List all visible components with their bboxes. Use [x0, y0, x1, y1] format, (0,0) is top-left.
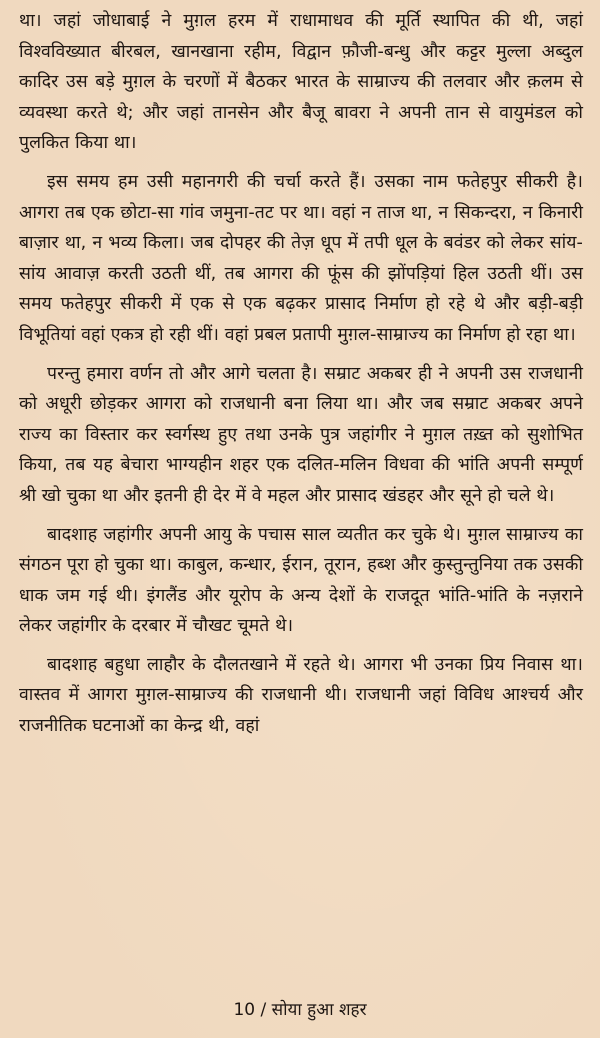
- paragraph-lahore-agra: बादशाह बहुधा लाहौर के दौलतखाने में रहते थे। आगरा भी उनका प्रिय निवास था। वास्तव में आगरा मुग़ल-साम्राज्य की राजधानी थी। राजधानी जहां विविध आश्चर्य और राजनीतिक घटनाओं का केन्द्र थी, वहां: [19, 654, 583, 737]
- paragraph-continuation: था। जहां जोधाबाई ने मुग़ल हरम में राधामाधव की मूर्ति स्थापित की थी, जहां विश्वविख्यात बीरबल, खानखाना रहीम, विद्वान फ़ौजी-बन्धु और कट्टर मुल्ला अब्दुल कादिर उस बड़े मुग़ल के चरणों में बैठकर भारत के साम्राज्य की तलवार और क़लम से व्यवस्था करते थे; और जहां तानसेन और बैजू बावरा ने अपनी तान से वायुमंडल को पुलकित किया था।: [19, 11, 583, 154]
- paragraph-akbar-capital: परन्तु हमारा वर्णन तो और आगे चलता है। सम्राट अकबर ही ने अपनी उस राजधानी को अधूरी छोड़कर आगरा को राजधानी बना लिया था। और जब सम्राट अकबर अपने राज्य का विस्तार कर स्वर्गस्थ हुए तथा उनके पुत्र जहांगीर ने मुग़ल तख़्त को सुशोभित किया, तब यह बेचारा भाग्यहीन शहर एक दलित-मलिन विधवा की भांति अपनी सम्पूर्ण श्री खो चुका था और इतनी ही देर में वे महल और प्रासाद खंडहर और सूने हो चले थे।: [19, 363, 583, 506]
- paragraph-jahangir-empire: बादशाह जहांगीर अपनी आयु के पचास साल व्यतीत कर चुके थे। मुग़ल साम्राज्य का संगठन पूरा हो चुका था। काबुल, कन्धार, ईरान, तूरान, हब्श और कुस्तुन्तुनिया तक उसकी धाक जम गई थी। इंगलैंड और यूरोप के अन्य देशों के राजदूत भांति-भांति के नज़राने लेकर जहांगीर के दरबार में चौखट चूमते थे।: [19, 524, 583, 637]
- paragraph-fatehpur-sikri: इस समय हम उसी महानगरी की चर्चा करते हैं। उसका नाम फतेहपुर सीकरी है। आगरा तब एक छोटा-सा गांव जमुना-तट पर था। वहां न ताज था, न सिकन्दरा, न किनारी बाज़ार था, न भव्य किला। जब दोपहर की तेज़ धूप में तपी धूल के बवंडर को लेकर सांय-सांय आवाज़ करती उठती थीं, तब आगरा की फूंस की झोंपड़ियां हिल उठती थीं। उस समय फतेहपुर सीकरी में एक से एक बढ़कर प्रासाद निर्माण हो रहे थे और बड़ी-बड़ी विभूतियां वहां एकत्र हो रही थीं। वहां प्रबल प्रतापी मुग़ल-साम्राज्य का निर्माण हो रहा था।: [19, 171, 583, 345]
- page-footer: 10 / सोया हुआ शहर: [233, 1000, 367, 1020]
